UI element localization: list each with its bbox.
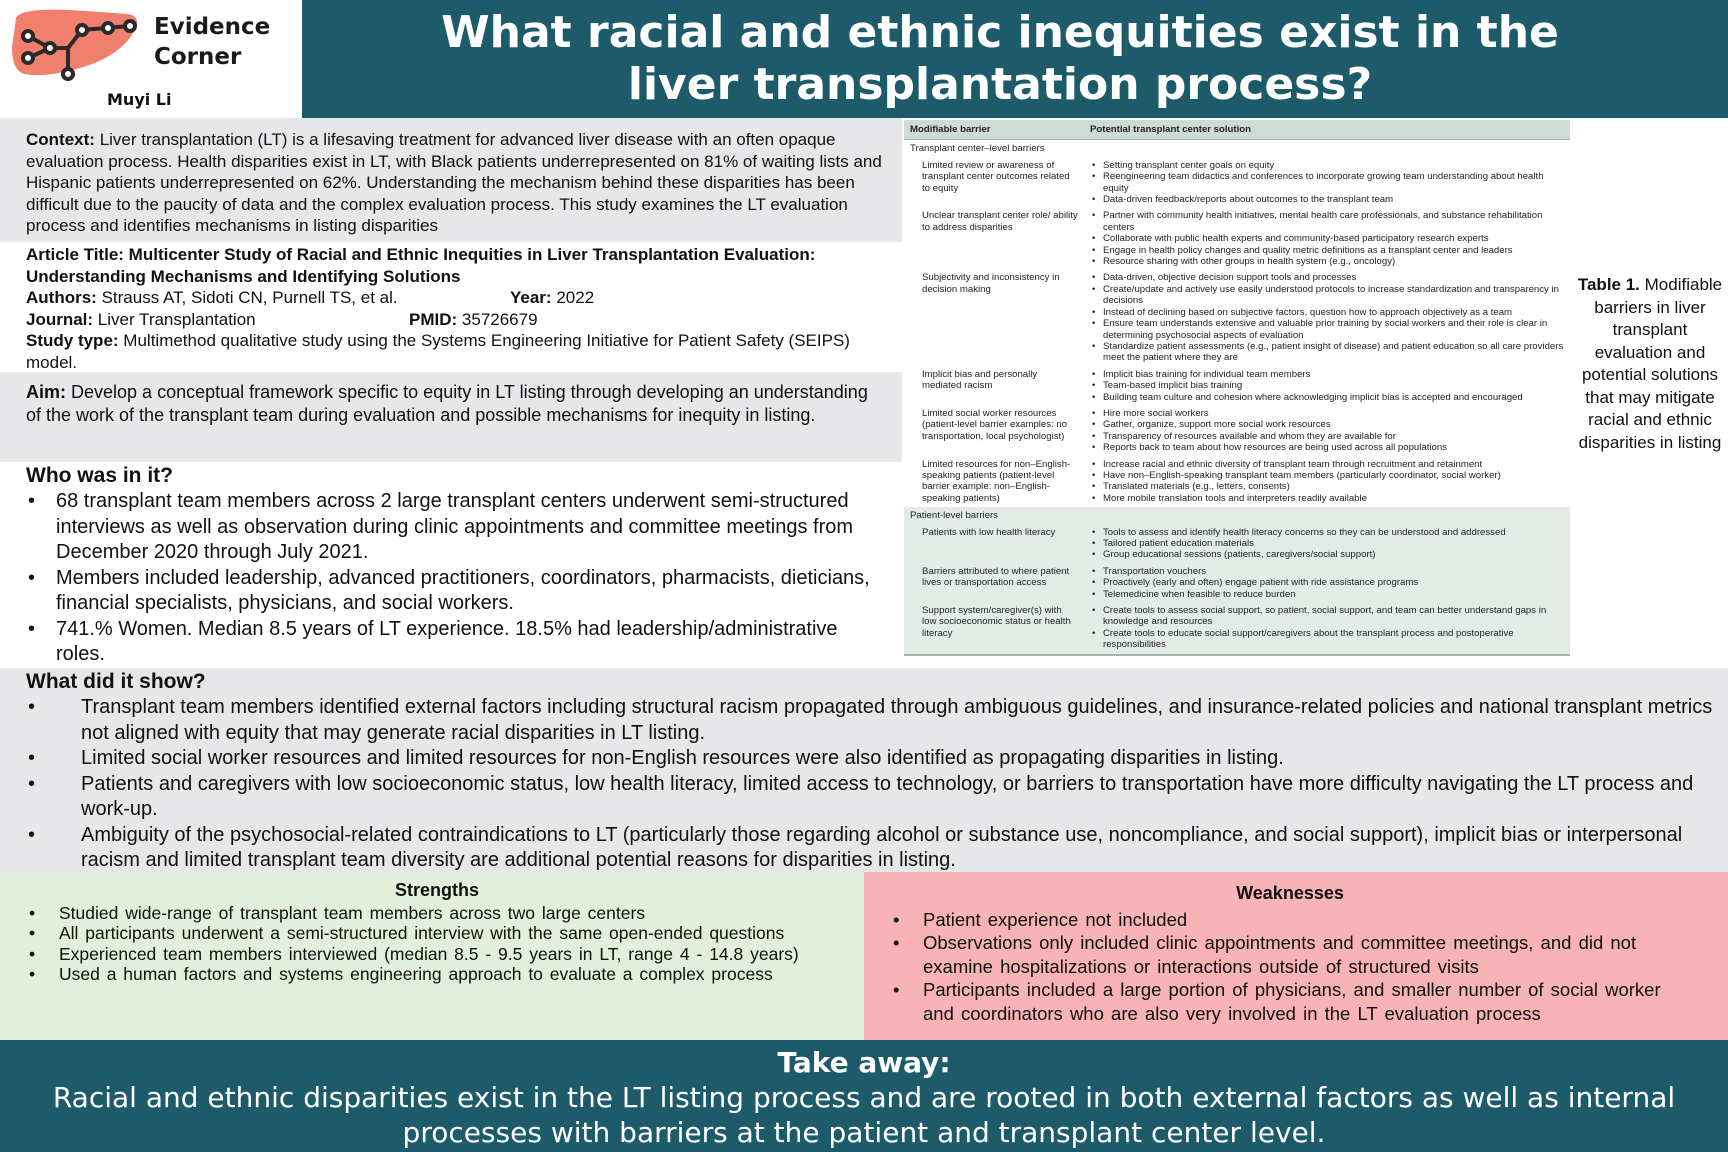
who-heading: Who was in it? — [26, 464, 173, 487]
solution-item: • Hire more social workers — [1090, 408, 1564, 419]
table-cell-solutions — [1084, 603, 1570, 655]
table-group-label: Patient-level barriers — [904, 507, 1570, 524]
pmid-value: 35726679 — [461, 309, 538, 329]
table-caption — [1572, 274, 1728, 454]
list-item: • Ambiguity of the psychosocial-related contraindications to LT (particularly those regarding alcohol or substance use, noncompliance, and social support), implicit bias or interpersonal racism and limited transplant team diversity are additional potential reasons for disparities in listing. — [26, 823, 1714, 874]
table-row — [904, 603, 1570, 655]
table-cell-barrier: Subjectivity and inconsistency in decision making — [922, 272, 1060, 295]
context-text: Liver transplantation (LT) is a lifesaving treatment for advanced liver disease with an often opaque evaluation process. Health disparities exist in LT, with Black patients underrepresented on 81% of waiting lists and Hispanic patients underrepresented on 62%. Understanding the mechanism behind these disparities has been difficult due to the paucity of data and the complex evaluation process. This study examines the LT evaluation process and identifies mechanisms in listing disparities — [26, 130, 882, 235]
table-row — [904, 564, 1570, 603]
who-section — [0, 462, 902, 668]
strengths-heading: Strengths — [394, 880, 479, 900]
list-item: • Experienced team members interviewed (median 8.5 - 9.5 years in LT, range 4 - 14.8 years) — [28, 944, 846, 965]
journal-label: Journal: — [26, 309, 94, 329]
list-item: • Patient experience not included — [892, 908, 1688, 932]
solution-item: • Data-driven, objective decision support tools and processes — [1090, 272, 1564, 283]
study-type-line — [26, 330, 888, 373]
table-cell-solutions — [1084, 457, 1570, 508]
strengths-section — [0, 872, 864, 1040]
table-cell-solutions — [1084, 564, 1570, 603]
pmid-label: PMID: — [409, 309, 458, 329]
logo-area — [0, 0, 302, 118]
logo-title: Evidence Corner — [154, 14, 271, 70]
table-cell-solutions — [1084, 208, 1570, 270]
barriers-table-figure — [904, 120, 1570, 668]
strengths-list — [28, 903, 846, 985]
journal-line — [26, 309, 888, 331]
weaknesses-section — [864, 872, 1728, 1040]
solution-item: • Collaborate with public health experts and community-based participatory research experts — [1090, 233, 1564, 244]
solution-item: • Proactively (early and often) engage patient with ride assistance programs — [1090, 577, 1564, 588]
list-item: • 68 transplant team members across 2 large transplant centers underwent semi-structured interviews as well as observation during clinic appointments and committee meetings from December 2020 through July 2021. — [26, 489, 888, 566]
solution-item: • Group educational sessions (patients, caregivers/social support) — [1090, 549, 1564, 560]
table-cell-solutions — [1084, 406, 1570, 457]
context-label: Context: — [26, 130, 95, 149]
list-item: • All participants underwent a semi-structured interview with the same open-ended questions — [28, 923, 846, 944]
solution-item: • Gather, organize, support more social work resources — [1090, 419, 1564, 430]
liver-network-logo-icon — [10, 8, 142, 84]
list-item: • Studied wide-range of transplant team members across two large centers — [28, 903, 846, 924]
list-item: • Participants included a large portion of physicians, and smaller number of social worker and coordinators who are also very involved in the LT evaluation process — [892, 978, 1688, 1025]
article-info-section — [0, 242, 902, 372]
title-banner — [302, 0, 1728, 118]
table-cell-barrier: Unclear transplant center role/ ability to address disparities — [922, 210, 1078, 233]
takeaway-banner — [0, 1040, 1728, 1152]
weaknesses-heading: Weaknesses — [1236, 883, 1344, 903]
solution-item: • Translated materials (e.g., letters, consents) — [1090, 481, 1564, 492]
solution-item: • Implicit bias training for individual team members — [1090, 369, 1564, 380]
solution-item: • Create tools to assess social support, so patient, social support, and team can better understand gaps in knowledge and resources — [1090, 605, 1564, 628]
solution-item: • Setting transplant center goals on equity — [1090, 160, 1564, 171]
takeaway-heading: Take away: — [777, 1046, 951, 1079]
solution-item: • Resource sharing with other groups in health system (e.g., oncology) — [1090, 256, 1564, 267]
table-body — [904, 140, 1570, 655]
list-item: • Used a human factors and systems engineering approach to evaluate a complex process — [28, 964, 846, 985]
list-item: • Patients and caregivers with low socioeconomic status, low health literacy, limited access to technology, or barriers to transportation have more difficulty navigating the LT process and work-up. — [26, 772, 1714, 823]
table-header-row — [904, 120, 1570, 140]
list-item: • Observations only included clinic appointments and committee meetings, and did not examine hospitalizations or interactions outside of structured visits — [892, 931, 1688, 978]
authors-label: Authors: — [26, 288, 97, 307]
solution-item: • More mobile translation tools and interpreters readily available — [1090, 493, 1564, 504]
table-cell-solutions — [1084, 525, 1570, 564]
table-cell-solutions — [1084, 270, 1570, 366]
article-title: Multicenter Study of Racial and Ethnic Inequities in Liver Transplantation Evaluation: Understanding Mechanisms and Identifying Solutions — [26, 245, 816, 286]
table-row — [904, 525, 1570, 564]
solution-item: • Standardize patient assessments (e.g., patient insight of disease) and patient education so all care providers meet the patient where they are — [1090, 341, 1564, 364]
article-title-line — [26, 244, 888, 287]
results-heading: What did it show? — [26, 670, 206, 693]
results-section — [0, 668, 1728, 872]
solution-item: • Transparency of resources available and whom they are available for — [1090, 431, 1564, 442]
solution-item: • Telemedicine when feasible to reduce burden — [1090, 589, 1564, 600]
pmid-field — [409, 309, 538, 331]
solution-item: • Create/update and actively use easily understood protocols to increase standardization and transparency in decisions — [1090, 284, 1564, 307]
study-type-value: Multimethod qualitative study using the Systems Engineering Initiative for Patient Safety (SEIPS) model. — [26, 331, 850, 372]
list-item: • Members included leadership, advanced practitioners, coordinators, pharmacists, dieticians, financial specialists, physicians, and social workers. — [26, 566, 888, 617]
solution-item: • Tools to assess and identify health literacy concerns so they can be understood and addressed — [1090, 527, 1564, 538]
table-cell-barrier: Limited resources for non–English-speaking patients (patient-level barrier example: non–English-speaking patients) — [922, 458, 1071, 504]
table-group-row — [904, 140, 1570, 158]
study-type-label: Study type: — [26, 331, 119, 350]
table-cell-barrier: Patients with low health literacy — [904, 525, 1084, 564]
authors-value: Strauss AT, Sidoti CN, Purnell TS, et al. — [101, 288, 398, 307]
aim-text: Develop a conceptual framework specific to equity in LT listing through developing an understanding of the work of the transplant team during evaluation and possible mechanisms for inequity in listing. — [26, 382, 868, 425]
solution-item: • Instead of declining based on subjective factors, question how to approach objectively as a team — [1090, 307, 1564, 318]
solution-item: • Ensure team understands extensive and valuable prior training by social workers and their role is clear in determining psychosocial aspects of evaluation — [1090, 318, 1564, 341]
solution-item: • Increase racial and ethnic diversity of transplant team through recruitment and retainment — [1090, 459, 1564, 470]
table-cell-barrier: Barriers attributed to where patient lives or transportation access — [904, 564, 1084, 603]
table-row — [904, 158, 1570, 209]
year-value: 2022 — [556, 288, 595, 307]
solution-item: • Engage in health policy changes and quality metric definitions as a transplant center and leaders — [1090, 245, 1564, 256]
article-title-label: Article Title: — [26, 245, 124, 264]
year-field — [510, 287, 594, 309]
list-item: • Limited social worker resources and limited resources for non-English resources were also identified as propagating disparities in listing. — [26, 746, 1714, 772]
solution-item: • Reports back to team about how resources are being used across all populations — [1090, 442, 1564, 453]
table-cell-solutions — [1084, 367, 1570, 406]
table-group-label: Transplant center–level barriers — [910, 143, 1045, 155]
solution-item: • Building team culture and cohesion where acknowledging implicit bias is accepted and encouraged — [1090, 392, 1564, 403]
list-item: • Transplant team members identified external factors including structural racism propagated through ambiguous guidelines, and insurance-related policies and national transplant metrics not aligned with equity that may generate racial disparities in LT listing. — [26, 695, 1714, 746]
page-title: What racial and ethnic inequities exist in the liver transplantation process? — [441, 7, 1559, 110]
solution-item: • Team-based implicit bias training — [1090, 380, 1564, 391]
list-item: • 741.% Women. Median 8.5 years of LT experience. 18.5% had leadership/administrative roles. — [26, 617, 888, 668]
solution-item: • Have non–English-speaking transplant team members (particularly coordinator, social worker) — [1090, 470, 1564, 481]
solution-item: • Tailored patient education materials — [1090, 538, 1564, 549]
solution-item: • Data-driven feedback/reports about outcomes to the transplant team — [1090, 194, 1564, 205]
table-cell-barrier: Limited social worker resources (patient-level barrier examples: no transportation, local psychologist) — [922, 407, 1068, 442]
aim-section — [0, 372, 902, 462]
solution-item: • Partner with community health initiatives, mental health care professionals, and substance rehabilitation centers — [1090, 210, 1564, 233]
authors-line — [26, 287, 888, 309]
table-row — [904, 457, 1570, 508]
solution-item: • Transportation vouchers — [1090, 566, 1564, 577]
context-section — [0, 118, 902, 242]
takeaway-text: Racial and ethnic disparities exist in the LT listing process and are rooted in both external factors as well as internal processes with barriers at the patient and transplant center level. — [52, 1081, 1676, 1149]
table-cell-barrier: Implicit bias and personally mediated racism — [922, 368, 1038, 392]
solution-item: • Reengineering team didactics and conferences to incorporate growing team understanding about health equity — [1090, 171, 1564, 194]
aim-label: Aim: — [26, 382, 66, 402]
table-header-solution: Potential transplant center solution — [1084, 120, 1570, 140]
table-cell-barrier: Limited review or awareness of transplant center outcomes related to equity — [922, 159, 1070, 194]
table-row — [904, 406, 1570, 457]
table-row — [904, 367, 1570, 406]
table-cell-solutions — [1084, 158, 1570, 209]
who-list — [26, 489, 888, 668]
journal-value: Liver Transplantation — [97, 309, 256, 329]
table-caption-text: Modifiable barriers in liver transplant evaluation and potential solutions that may mitigate racial and ethnic disparities in listing — [1578, 275, 1723, 452]
solution-item: • Create tools to educate social support/caregivers about the transplant process and postoperative responsibilities — [1090, 628, 1564, 651]
table-cell-barrier: Support system/caregiver(s) with low socioeconomic status or health literacy — [904, 603, 1084, 655]
year-label: Year: — [510, 288, 552, 307]
table-caption-label: Table 1. — [1577, 275, 1640, 294]
weaknesses-list — [892, 908, 1688, 1026]
barriers-table — [904, 120, 1570, 656]
table-row — [904, 270, 1570, 366]
results-list — [26, 695, 1714, 874]
author-name: Muyi Li — [107, 90, 172, 109]
table-row — [904, 208, 1570, 270]
table-header-barrier: Modifiable barrier — [904, 120, 1084, 140]
table-group-row — [904, 507, 1570, 524]
